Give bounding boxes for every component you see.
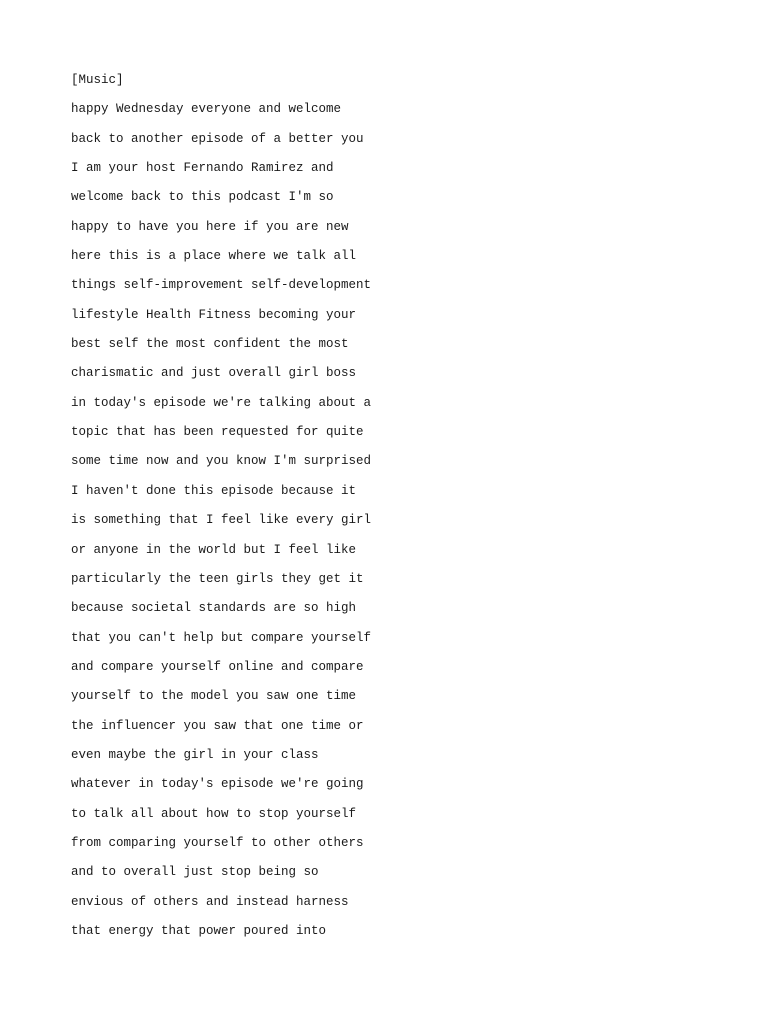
transcript-line: is something that I feel like every girl: [71, 513, 372, 528]
transcript-line: happy Wednesday everyone and welcome: [71, 102, 342, 117]
transcript-line: because societal standards are so high: [71, 601, 357, 616]
transcript-line: even maybe the girl in your class: [71, 747, 319, 762]
transcript-line: and to overall just stop being so: [71, 865, 319, 880]
transcript-line: that energy that power poured into: [71, 923, 327, 938]
transcript-line: back to another episode of a better you: [71, 131, 364, 146]
transcript-line: I haven't done this episode because it: [71, 483, 357, 498]
transcript-line: envious of others and instead harness: [71, 894, 349, 909]
transcript-line: some time now and you know I'm surprised: [71, 454, 372, 469]
transcript-line: the influencer you saw that one time or: [71, 718, 364, 733]
transcript-line: things self-improvement self-development: [71, 278, 372, 293]
transcript-line: whatever in today's episode we're going: [71, 777, 364, 792]
transcript-line: from comparing yourself to other others: [71, 835, 364, 850]
transcript-line: charismatic and just overall girl boss: [71, 366, 357, 381]
transcript-line: topic that has been requested for quite: [71, 425, 364, 440]
transcript-line: happy to have you here if you are new: [71, 219, 349, 234]
transcript-line: I am your host Fernando Ramirez and: [71, 161, 334, 176]
transcript-line: welcome back to this podcast I'm so: [71, 190, 334, 205]
transcript-line: best self the most confident the most: [71, 337, 349, 352]
transcript-line: that you can't help but compare yourself: [71, 630, 372, 645]
transcript-line: to talk all about how to stop yourself: [71, 806, 357, 821]
transcript-line: yourself to the model you saw one time: [71, 689, 357, 704]
transcript-line: [Music]: [71, 73, 124, 87]
transcript-line: or anyone in the world but I feel like: [71, 542, 357, 557]
transcript-line: lifestyle Health Fitness becoming your: [71, 307, 357, 322]
transcript-line: and compare yourself online and compare: [71, 659, 364, 674]
transcript-page: [71, 71, 711, 951]
transcript-line: particularly the teen girls they get it: [71, 571, 364, 586]
transcript-line: here this is a place where we talk all: [71, 249, 357, 264]
transcript-line: in today's episode we're talking about a: [71, 395, 372, 410]
